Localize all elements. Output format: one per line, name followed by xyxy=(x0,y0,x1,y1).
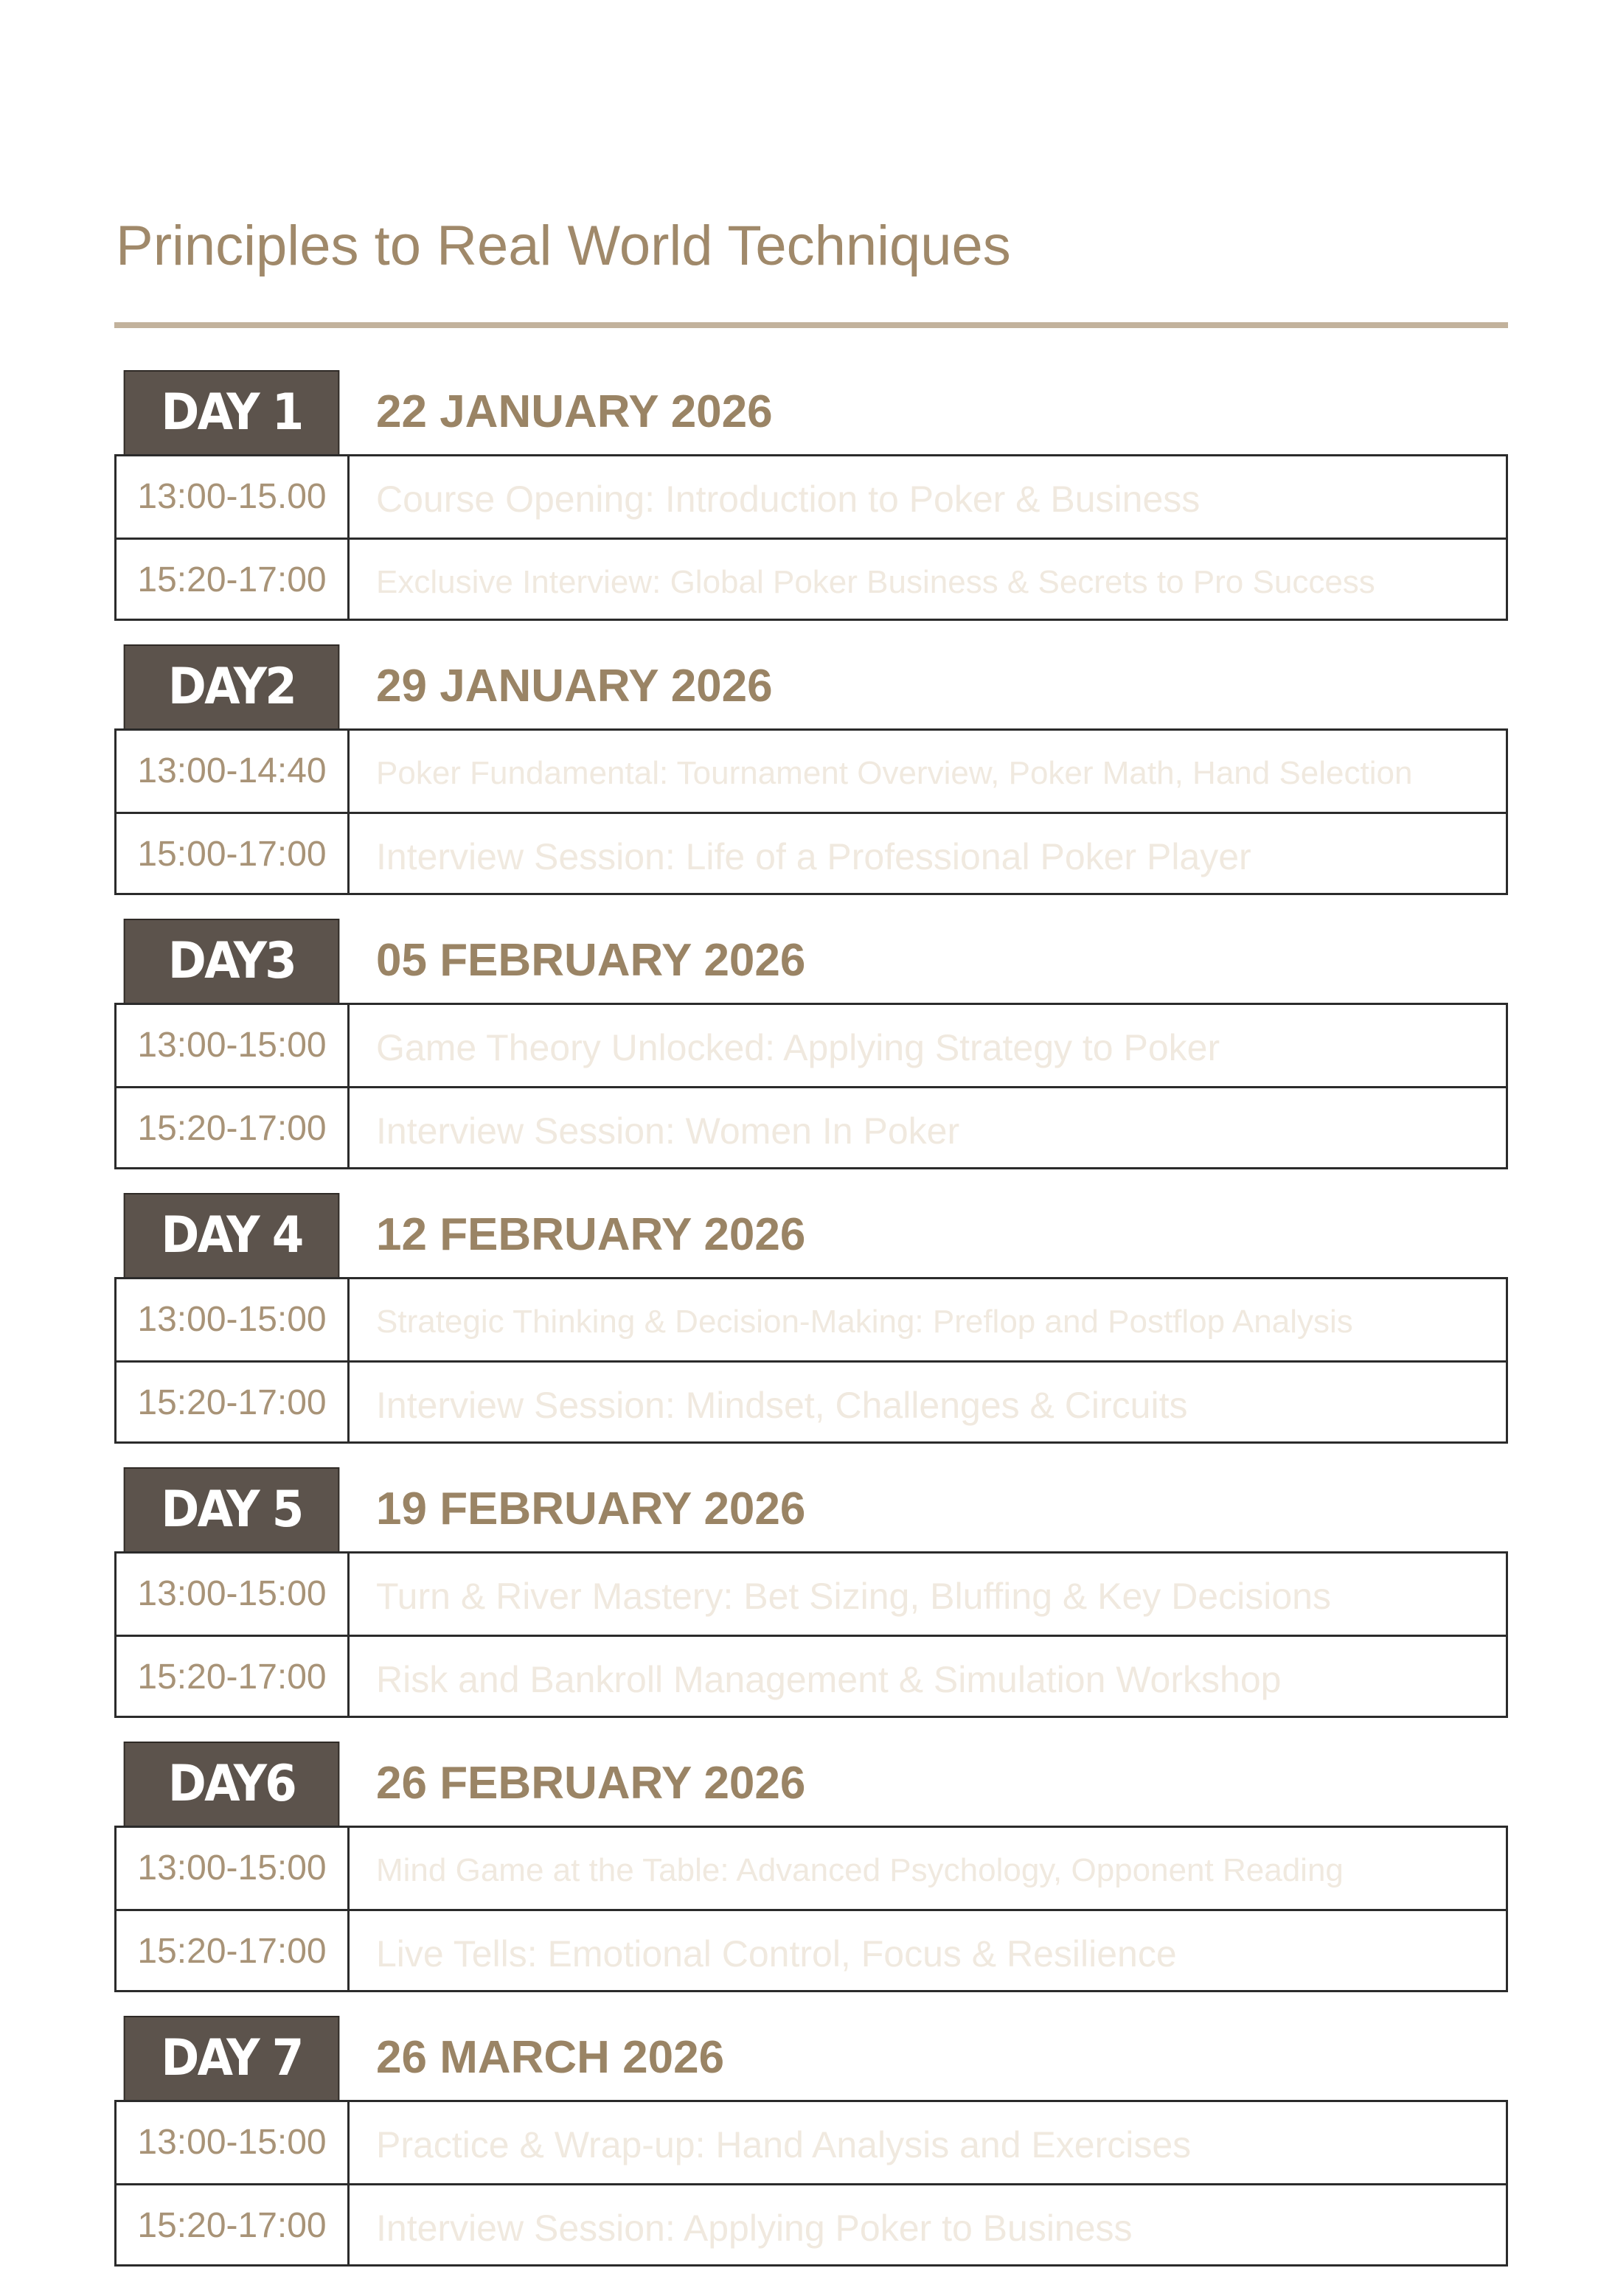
session-time: 13:00-15:00 xyxy=(117,2102,350,2183)
day-date: 12 FEBRUARY 2026 xyxy=(376,1209,806,1260)
session-table xyxy=(114,454,1508,621)
day-badge: DAY 7 xyxy=(124,2016,340,2101)
session-title: Interview Session: Life of a Professional Poker Player xyxy=(376,836,1251,877)
session-title: Interview Session: Women In Poker xyxy=(376,1110,960,1152)
session-title: Interview Session: Mindset, Challenges & Circuits xyxy=(376,1385,1188,1426)
session-time: 13:00-15:00 xyxy=(117,1554,350,1635)
day-badge: DAY 5 xyxy=(124,1467,340,1553)
day-date: 05 FEBRUARY 2026 xyxy=(376,935,806,986)
day-date: 26 MARCH 2026 xyxy=(376,2032,725,2083)
day-badge: DAY2 xyxy=(124,644,340,730)
session-time: 13:00-15:00 xyxy=(117,1005,350,1086)
session-title: Strategic Thinking & Decision-Making: Preflop and Postflop Analysis xyxy=(376,1304,1353,1340)
session-row xyxy=(117,1554,1506,1637)
session-row xyxy=(117,2185,1506,2267)
session-title: Mind Game at the Table: Advanced Psychology, Opponent Reading xyxy=(376,1852,1344,1888)
session-title: Game Theory Unlocked: Applying Strategy to Poker xyxy=(376,1027,1220,1068)
session-time: 13:00-15:00 xyxy=(117,1828,350,1909)
session-row xyxy=(117,1088,1506,1169)
session-title: Interview Session: Applying Poker to Business xyxy=(376,2208,1133,2249)
session-time: 15:00-17:00 xyxy=(117,814,350,895)
session-table xyxy=(114,2100,1508,2267)
session-time: 15:20-17:00 xyxy=(117,1911,350,1992)
day-block-7 xyxy=(114,2016,1508,2267)
day-badge: DAY3 xyxy=(124,919,340,1004)
session-row xyxy=(117,814,1506,895)
session-title: Course Opening: Introduction to Poker & Business xyxy=(376,479,1201,520)
day-block-1 xyxy=(114,370,1508,621)
session-row xyxy=(117,1911,1506,1992)
session-time: 15:20-17:00 xyxy=(117,540,350,621)
day-block-6 xyxy=(114,1742,1508,1992)
session-time: 15:20-17:00 xyxy=(117,2185,350,2267)
session-row xyxy=(117,731,1506,814)
session-row xyxy=(117,1005,1506,1088)
page-title: Principles to Real World Techniques xyxy=(116,215,1011,277)
day-date: 29 JANUARY 2026 xyxy=(376,661,773,712)
schedule xyxy=(114,0,1508,2296)
day-block-3 xyxy=(114,919,1508,1169)
session-row xyxy=(117,1828,1506,1911)
session-time: 13:00-15.00 xyxy=(117,456,350,538)
session-table xyxy=(114,1277,1508,1444)
session-time: 13:00-14:40 xyxy=(117,731,350,812)
day-block-5 xyxy=(114,1467,1508,1718)
day-date: 19 FEBRUARY 2026 xyxy=(376,1483,806,1534)
session-row xyxy=(117,1637,1506,1718)
session-title: Live Tells: Emotional Control, Focus & Resilience xyxy=(376,1933,1177,1975)
session-time: 15:20-17:00 xyxy=(117,1637,350,1718)
session-title: Poker Fundamental: Tournament Overview, Poker Math, Hand Selection xyxy=(376,755,1413,791)
session-title: Turn & River Mastery: Bet Sizing, Bluffing & Key Decisions xyxy=(376,1576,1331,1617)
session-table xyxy=(114,728,1508,895)
session-table xyxy=(114,1551,1508,1718)
session-row xyxy=(117,540,1506,621)
session-row xyxy=(117,2102,1506,2185)
session-time: 15:20-17:00 xyxy=(117,1363,350,1444)
day-badge: DAY6 xyxy=(124,1742,340,1827)
day-badge: DAY 1 xyxy=(124,370,340,456)
session-time: 13:00-15:00 xyxy=(117,1279,350,1360)
session-title: Practice & Wrap-up: Hand Analysis and Exercises xyxy=(376,2124,1192,2165)
day-date: 22 JANUARY 2026 xyxy=(376,386,773,437)
session-time: 15:20-17:00 xyxy=(117,1088,350,1169)
day-block-4 xyxy=(114,1193,1508,1444)
session-table xyxy=(114,1826,1508,1992)
day-block-2 xyxy=(114,644,1508,895)
session-title: Exclusive Interview: Global Poker Business & Secrets to Pro Success xyxy=(376,564,1375,600)
day-date: 26 FEBRUARY 2026 xyxy=(376,1758,806,1809)
session-row xyxy=(117,456,1506,540)
session-title: Risk and Bankroll Management & Simulation Workshop xyxy=(376,1659,1282,1700)
session-table xyxy=(114,1003,1508,1169)
session-row xyxy=(117,1279,1506,1363)
session-row xyxy=(117,1363,1506,1444)
day-badge: DAY 4 xyxy=(124,1193,340,1279)
